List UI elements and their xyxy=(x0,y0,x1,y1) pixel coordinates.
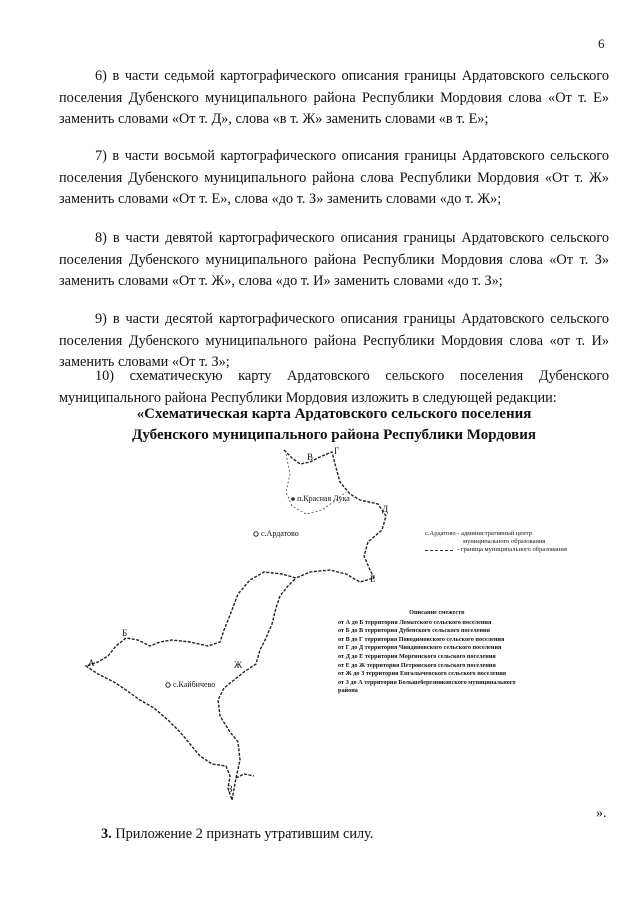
settlement-label-kaybichevo: с.Кайбичево xyxy=(173,680,216,689)
schematic-map xyxy=(60,444,620,804)
legend-boundary-text: - граница муниципального образования xyxy=(457,546,567,553)
inner-boundary-trace xyxy=(286,454,346,514)
point-label-v: В xyxy=(307,452,314,462)
adjacency-header: Описание смежеств xyxy=(409,609,465,616)
map-title-line-1: «Схематическая карта Ардатовского сельского поселения xyxy=(136,406,532,422)
point-label-b: Б xyxy=(122,628,128,638)
paragraph-10: 10) схематическую карту Ардатовского сельского поселения Дубенского муниципального района Республики Мордовия изложить в следующей редакции: xyxy=(59,368,609,406)
adjacency-row: от Д до Е территория Моргинского сельского поселения xyxy=(338,652,496,660)
map-title xyxy=(59,404,609,446)
adjacency-row: от Б до В территория Дубенского сельского поселения xyxy=(338,627,490,635)
closing-quote-mark: ». xyxy=(596,806,607,821)
settlement-label-ardatovo: с.Ардатово xyxy=(261,529,299,538)
map-title-line-2: Дубенского муниципального района Республики Мордовия xyxy=(132,427,536,443)
paragraph-6: 6) в части седьмой картографического описания границы Ардатовского сельского поселения Дубенского муниципального района Республики Мордовия слова «От т. Е» заменить словами «От т. Д», слова «в т. Ж» заменить словами «в т. Е»; xyxy=(59,68,609,128)
final-item-number: 3. xyxy=(101,826,112,842)
adjacency-row: от З до А территория Большеберезниковского муниципального xyxy=(338,678,516,686)
legend-boundary-swatch xyxy=(425,550,453,551)
legend-boundary-row xyxy=(425,546,567,554)
settlement-marker-kaybichevo xyxy=(166,683,170,687)
paragraph-9: 9) в части десятой картографического описания границы Ардатовского сельского поселения Дубенского муниципального района Республики Мордовия слова «от т. И» заменить словами «От т. З»; xyxy=(59,311,609,371)
adjacency-row: от В до Г территория Поводимовского сельского поселения xyxy=(338,635,505,643)
settlement-marker-krasnaya-luka xyxy=(291,497,295,501)
legend-center-line-1: с.Ардатово - административный центр xyxy=(425,530,532,537)
page-number: 6 xyxy=(598,36,605,51)
final-item-text: Приложение 2 признать утратившим силу. xyxy=(115,826,374,842)
adjacency-description xyxy=(338,609,516,696)
point-label-g: Г xyxy=(334,446,340,456)
point-label-z: З xyxy=(228,784,233,794)
adjacency-row: от А до Б территория Ломатского сельского поселения xyxy=(338,618,492,626)
adjacency-row: от Е до Ж территория Петровского сельского поселения xyxy=(338,661,496,669)
map-legend xyxy=(425,530,567,554)
point-label-zh: Ж xyxy=(234,660,243,670)
final-item xyxy=(101,826,373,843)
point-label-a: А xyxy=(88,658,95,668)
adjacency-row: от Г до Д территория Чиндяновского сельского поселения xyxy=(338,644,502,652)
settlement-label-krasnaya-luka: п.Красная Лука xyxy=(297,494,350,503)
settlement-marker-ardatovo xyxy=(254,532,258,536)
paragraph-7: 7) в части восьмой картографического описания границы Ардатовского сельского поселения Дубенского муниципального района слова Республики Мордовия «От т. Ж» заменить словами «От т. Е», слова «до т. З» заменить словами «до т. Ж»; xyxy=(59,148,609,208)
point-label-e: Е xyxy=(370,574,376,584)
adjacency-row: от Ж до З территория Енгалычевского сельского поселения xyxy=(338,670,507,678)
point-label-d: Д xyxy=(382,504,389,514)
paragraph-8: 8) в части девятой картографического описания границы Ардатовского сельского поселения Дубенского муниципального района Республики Мордовия слова «От т. З» заменить словами «От т. Ж», слова «до т. И» заменить словами «до т. З»; xyxy=(59,230,609,290)
legend-center-line-2: муниципального образования xyxy=(463,538,546,545)
adjacency-row: района xyxy=(338,687,358,695)
